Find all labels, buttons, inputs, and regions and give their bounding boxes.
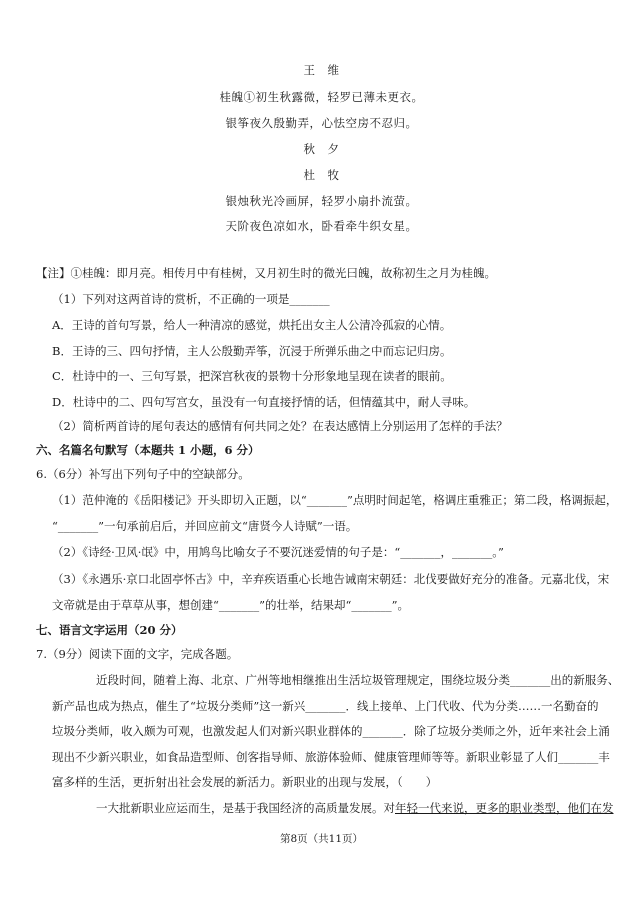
question6-item3-line2: 文帝就是由于草草从事，想创建“_______”的壮举，结果却“_______”。 xyxy=(52,598,410,612)
passage-line: 现出不少新兴职业，如食品造型师、创客指导师、旅游体验师、健康管理师等等。新职业彰显了人们_______丰 xyxy=(52,750,610,764)
section7-heading: 七、语言文字运用（20 分） xyxy=(36,623,183,637)
question6-item1-line1: （1）范仲淹的《岳阳楼记》开头即切入正题，以“_______”点明时间起笔，格调庄重雅正；第二段，格调振起， xyxy=(52,493,618,507)
section6-heading: 六、名篇名句默写（本题共 1 小题，6 分） xyxy=(36,443,260,457)
question6-item3-line1: （3）《永遇乐·京口北固亭怀古》中，辛弃疾语重心长地告诫南宋朝廷：北伐要做好充分的准备。元嘉北伐，宋 xyxy=(52,572,610,586)
passage-paragraph2 xyxy=(0,800,643,816)
poem1-line2: 银筝夜久殷勤弄，心怯空房不忍归。 xyxy=(225,116,418,130)
option-b: B．王诗的三、四句抒情，主人公殷勤弄筝，沉浸于所弹乐曲之中而忘记归房。 xyxy=(52,344,452,358)
poem1-line1: 桂魄①初生秋露微，轻罗已薄未更衣。 xyxy=(219,90,424,104)
poem2-line2: 天阶夜色凉如水，卧看牵牛织女星。 xyxy=(225,219,418,233)
passage-line: 富多样的生活，更折射出社会发展的新活力。新职业的出现与发展，（ ） xyxy=(52,775,438,789)
question7-stem: 7.（9分）阅读下面的文字，完成各题。 xyxy=(36,647,239,661)
question-sub2: （2）简析两首诗的尾句表达的感情有何共同之处？在表达感情上分别运用了怎样的手法？ xyxy=(52,419,508,433)
passage-line: 新产品也成为热点，催生了“垃圾分类师”这一新兴_______．线上接单、上门代收、代为分类……一名勤奋的 xyxy=(52,699,599,713)
option-d: D．杜诗中的二、四句写宫女，虽没有一句直接抒情的话，但情蕴其中，耐人寻味。 xyxy=(52,395,476,409)
poem1-author: 王 维 xyxy=(303,63,340,77)
page-footer: 第8页（共11页） xyxy=(279,833,364,845)
passage-line: 近段时间，随着上海、北京、广州等地相继推出生活垃圾管理规定，围绕垃圾分类_______出的新服务、 xyxy=(96,673,620,687)
option-c: C．杜诗中的一、三句写景，把深宫秋夜的景物十分形象地呈现在读者的眼前。 xyxy=(52,369,452,383)
poem2-title: 秋 夕 xyxy=(303,142,340,156)
poem2-author: 杜 牧 xyxy=(303,168,340,182)
question6-item2: （2）《诗经·卫风·氓》中，用鸠鸟比喻女子不要沉迷爱情的句子是：“_______，_______。” xyxy=(52,545,504,559)
question6-stem: 6.（6分）补写出下列句子中的空缺部分。 xyxy=(36,467,250,481)
poem2-line1: 银烛秋光冷画屏，轻罗小扇扑流萤。 xyxy=(225,194,418,208)
passage-line: 垃圾分类师，收入颇为可观，也激发起人们对新兴职业群体的_______．除了垃圾分类师之外，近年来社会上涌 xyxy=(52,724,610,738)
question-sub1: （1）下列对这两首诗的赏析，不正确的一项是_______ xyxy=(52,292,330,306)
passage-p2-underlined: 年轻一代来说，更多的职业类型，他们在发 xyxy=(395,801,614,815)
passage-p2-text: 一大批新职业应运而生，是基于我国经济的高质量发展。对 xyxy=(96,801,395,815)
option-a: A．王诗的首句写景，给人一种清凉的感觉，烘托出女主人公清冷孤寂的心情。 xyxy=(52,318,452,332)
question6-item1-line2: “_______”一句承前启后，并回应前文“唐贤今人诗赋”一语。 xyxy=(52,519,358,533)
annotation-note: 【注】①桂魄：即月亮。相传月中有桂树，又月初生时的微光曰魄，故称初生之月为桂魄。 xyxy=(36,266,496,280)
